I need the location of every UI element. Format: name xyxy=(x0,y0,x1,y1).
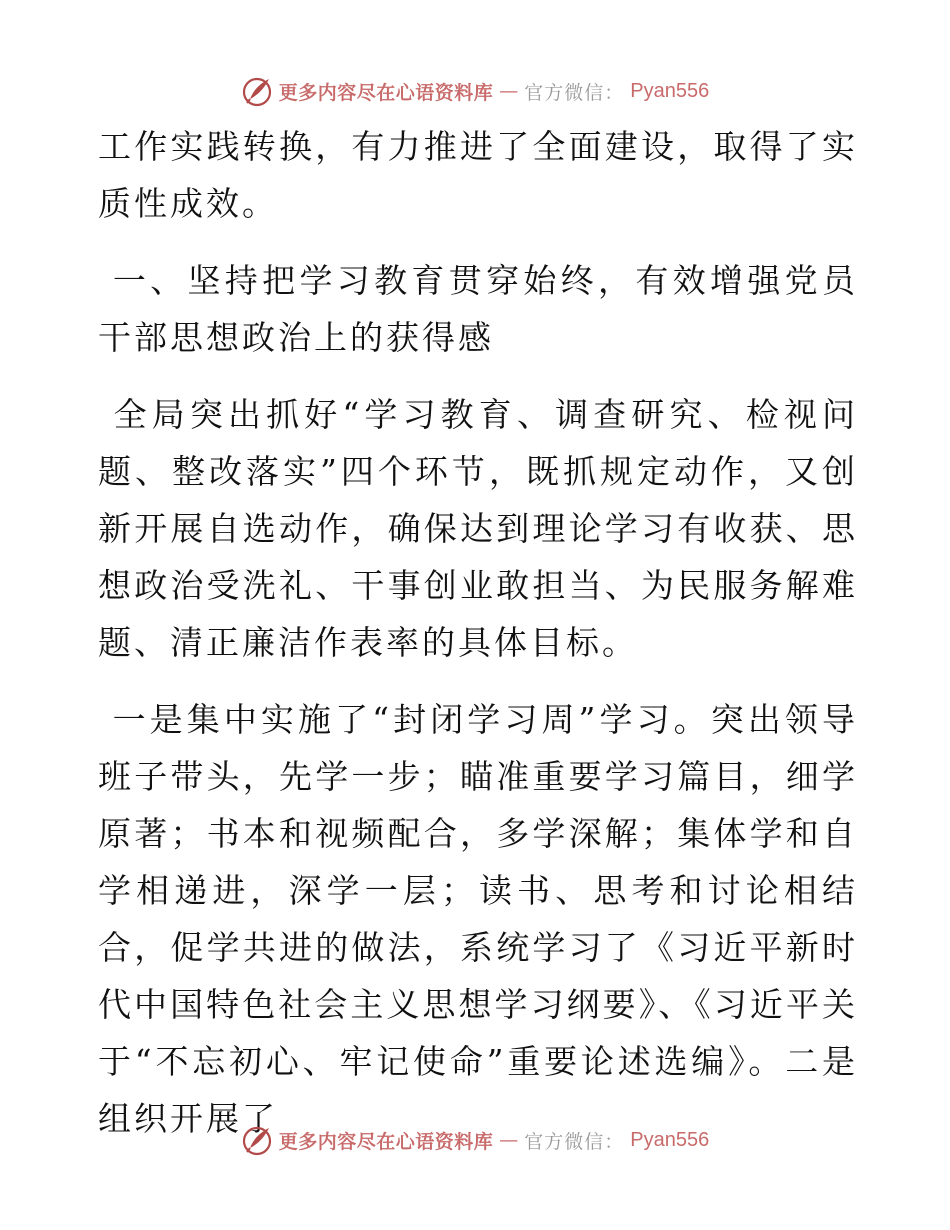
section-heading-one: 一、坚持把学习教育贯穿始终，有效增强党员干部思想政治上的获得感 xyxy=(98,261,859,357)
watermark-official-label: 官方微信： xyxy=(524,81,625,104)
watermark-account-id: Pyan556 xyxy=(630,79,710,102)
feather-pen-logo-icon xyxy=(241,1124,273,1156)
paragraph-closed-study-week: 一是集中实施了“封闭学习周”学习。突出领导班子带头，先学一步；瞄准重要学习篇目，细学原著；书本和视频配合，多学深解；集体学和自学相递进，深学一层；读书、思考和讨论相结合，促学共进的做法，系统学习了《习近平新时代中国特色社会主义思想学习纲要》、《习近平关于“不忘初心、牢记使命”重要论述选编》。二是组织开展了 xyxy=(98,700,858,1138)
footer-watermark xyxy=(0,1120,950,1160)
watermark-account-id: Pyan556 xyxy=(630,1128,710,1151)
document-body xyxy=(98,118,858,1167)
paragraph-intro-continuation: 工作实践转换，有力推进了全面建设，取得了实质性成效。 xyxy=(98,127,858,223)
watermark-dash: — xyxy=(499,1129,519,1151)
watermark-official-label: 官方微信： xyxy=(524,1130,625,1153)
watermark-site-text: 更多内容尽在心语资料库 xyxy=(278,81,494,104)
watermark-dash: — xyxy=(499,80,519,102)
paragraph-four-links: 全局突出抓好“学习教育、调查研究、检视问题、整改落实”四个环节，既抓规定动作，又创新开展自选动作，确保达到理论学习有收获、思想政治受洗礼、干事创业敢担当、为民服务解难题、清正廉洁作表率的具体目标。 xyxy=(98,395,858,662)
header-watermark xyxy=(0,71,950,111)
watermark-site-text: 更多内容尽在心语资料库 xyxy=(278,1130,494,1153)
feather-pen-logo-icon xyxy=(241,75,273,107)
